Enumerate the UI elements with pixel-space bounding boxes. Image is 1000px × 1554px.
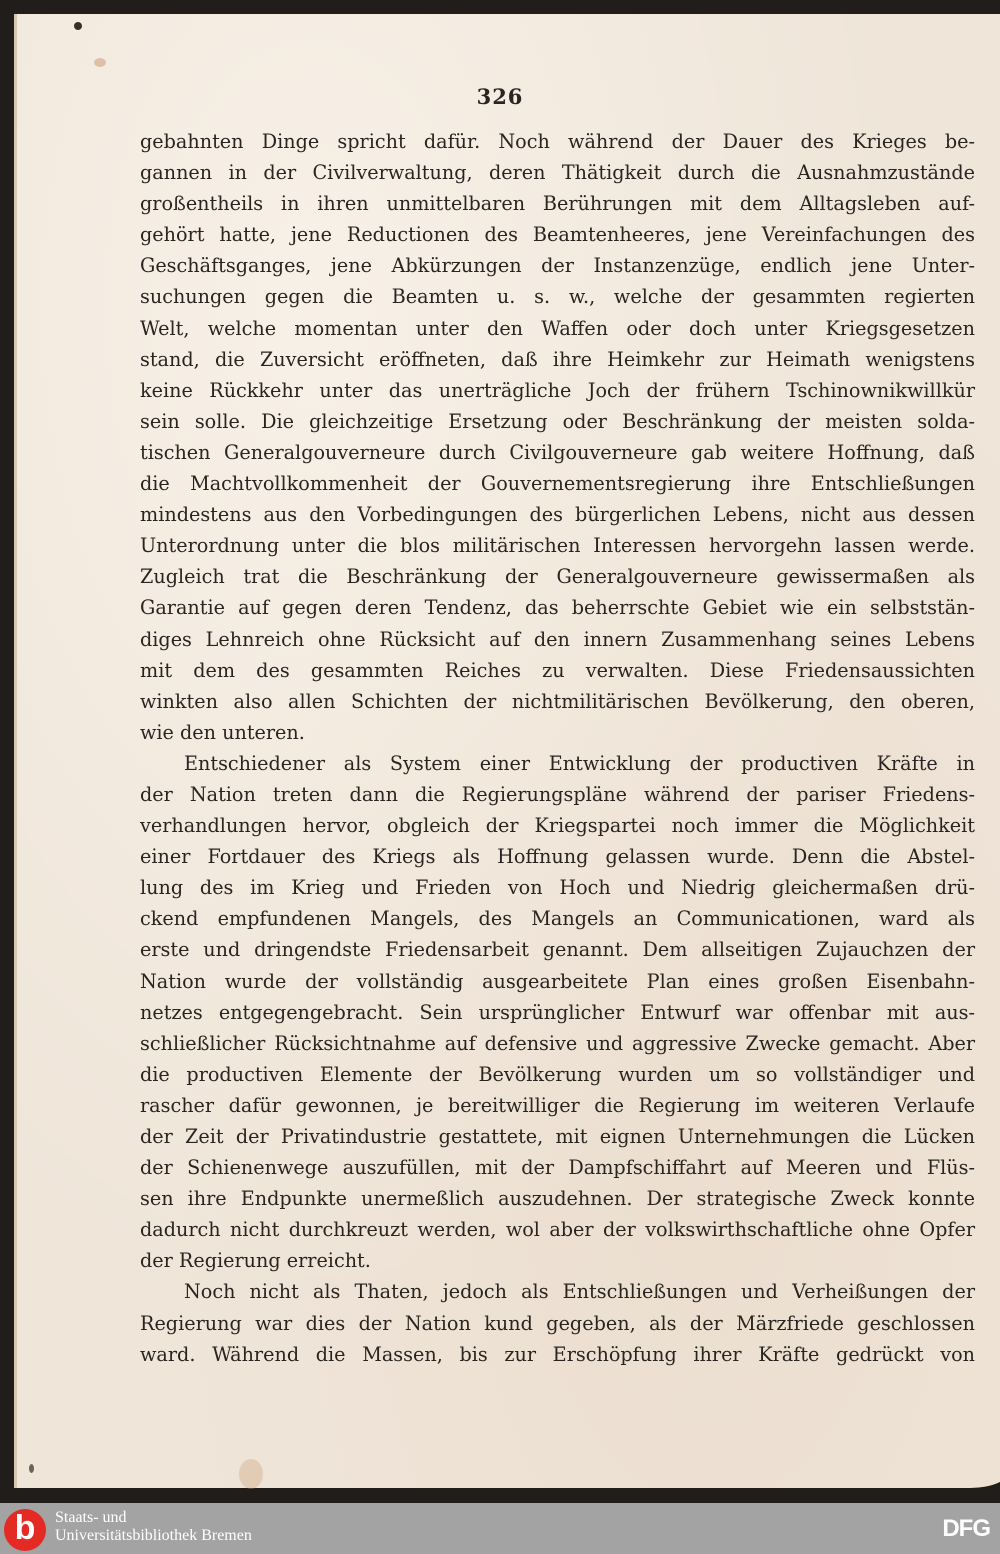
text-line: erste und dringendste Friedensarbeit genannt. Dem allseitigen Zujauchzen der <box>140 938 975 962</box>
text-line: wie den unteren. <box>140 720 305 744</box>
text-line: Entschiedener als System einer Entwicklung der productiven Kräfte in <box>184 751 975 775</box>
text-line: rascher dafür gewonnen, je bereitwilliger die Regierung im weiteren Verlaufe <box>140 1093 975 1117</box>
text-line: gannen in der Civilverwaltung, deren Thätigkeit durch die Ausnahmzustände <box>140 161 975 185</box>
text-line: mindestens aus den Vorbedingungen des bürgerlichen Lebens, nicht aus dessen <box>140 503 975 527</box>
text-line: winkten also allen Schichten der nichtmilitärischen Bevölkerung, den oberen, <box>140 689 975 713</box>
text-line: sein solle. Die gleichzeitige Ersetzung oder Beschränkung der meisten solda- <box>140 409 975 433</box>
body-text <box>140 126 975 1370</box>
text-line: gebahnten Dinge spricht dafür. Noch während der Dauer des Krieges be- <box>140 130 975 153</box>
text-line: ckend empfundenen Mangels, des Mangels an Communicationen, ward als <box>140 907 975 931</box>
page-edge <box>14 14 17 1488</box>
text-line: Garantie auf gegen deren Tendenz, das beherrschte Gebiet wie ein selbststän- <box>140 596 975 620</box>
library-logo-icon[interactable]: b <box>4 1509 46 1551</box>
text-line: sen ihre Endpunkte unermeßlich auszudehnen. Der strategische Zweck konnte <box>140 1187 975 1211</box>
paper-stain <box>94 58 106 67</box>
paper-stain <box>74 22 82 30</box>
text-line: gehört hatte, jene Reductionen des Beamtenheeres, jene Vereinfachungen des <box>140 223 975 247</box>
text-line: tischen Generalgouverneure durch Civilgouverneure gab weitere Hoffnung, daß <box>140 440 975 464</box>
text-line: netzes entgegengebracht. Sein ursprünglicher Entwurf war offenbar mit aus- <box>140 1000 975 1024</box>
text-line: der Nation treten dann die Regierungspläne während der pariser Friedens- <box>140 782 975 806</box>
text-line: die Machtvollkommenheit der Gouvernementsregierung ihre Entschließungen <box>140 472 975 496</box>
library-name-line2: Universitätsbibliothek Bremen <box>55 1527 252 1544</box>
text-line: dadurch nicht durchkreuzt werden, wol aber der volkswirthschaftliche ohne Opfer <box>140 1218 975 1242</box>
page-number: 326 <box>476 84 524 109</box>
text-line: Welt, welche momentan unter den Waffen oder doch unter Kriegsgesetzen <box>140 316 975 340</box>
text-line: diges Lehnreich ohne Rücksicht auf den innern Zusammenhang seines Lebens <box>140 627 975 651</box>
text-line: Noch nicht als Thaten, jedoch als Entschließungen und Verheißungen der <box>184 1280 975 1304</box>
text-line: der Zeit der Privatindustrie gestattete, mit eignen Unternehmungen die Lücken <box>140 1125 975 1148</box>
text-line: suchungen gegen die Beamten u. s. w., welche der gesammten regierten <box>140 285 975 309</box>
text-line: mit dem des gesammten Reiches zu verwalten. Diese Friedensaussichten <box>140 658 975 682</box>
dfg-logo-icon[interactable]: DFG <box>942 1515 990 1542</box>
text-line: schließlicher Rücksichtnahme auf defensive und aggressive Zwecke gemacht. Aber <box>140 1031 975 1055</box>
text-line: lung des im Krieg und Frieden von Hoch und Niedrig gleichermaßen drü- <box>140 876 975 900</box>
text-line: Regierung war dies der Nation kund gegeben, als der Märzfriede geschlossen <box>140 1311 975 1335</box>
text-line: Zugleich trat die Beschränkung der Generalgouverneure gewissermaßen als <box>140 565 975 589</box>
text-line: Unterordnung unter die blos militärischen Interessen hervorgehn lassen werde. <box>140 534 975 558</box>
text-line: verhandlungen hervor, obgleich der Kriegspartei noch immer die Möglichkeit <box>140 814 975 838</box>
footer-bar <box>0 1503 1000 1554</box>
library-name[interactable] <box>55 1509 252 1545</box>
text-line: die productiven Elemente der Bevölkerung wurden um so vollständiger und <box>140 1062 975 1086</box>
paper-stain <box>239 1459 263 1489</box>
text-line: keine Rückkehr unter das unerträgliche Joch der frühern Tschinownikwillkür <box>140 378 975 402</box>
text-line: Geschäftsganges, jene Abkürzungen der Instanzenzüge, endlich jene Unter- <box>140 254 975 278</box>
paper-stain <box>29 1464 34 1473</box>
text-line: Nation wurde der vollständig ausgearbeitete Plan eines großen Eisenbahn- <box>140 969 975 993</box>
text-line: einer Fortdauer des Kriegs als Hoffnung gelassen wurde. Denn die Abstel- <box>140 845 975 869</box>
text-line: ward. Während die Massen, bis zur Erschöpfung ihrer Kräfte gedrückt von <box>140 1342 975 1366</box>
text-line: der Regierung erreicht. <box>140 1249 371 1273</box>
text-line: der Schienenwege auszufüllen, mit der Dampfschiffahrt auf Meeren und Flüs- <box>140 1156 975 1180</box>
text-line: stand, die Zuversicht eröffneten, daß ihre Heimkehr zur Heimath wenigstens <box>140 347 975 371</box>
text-line: großentheils in ihren unmittelbaren Berührungen mit dem Alltagsleben auf- <box>140 192 975 216</box>
library-name-line1: Staats- und <box>55 1509 127 1526</box>
